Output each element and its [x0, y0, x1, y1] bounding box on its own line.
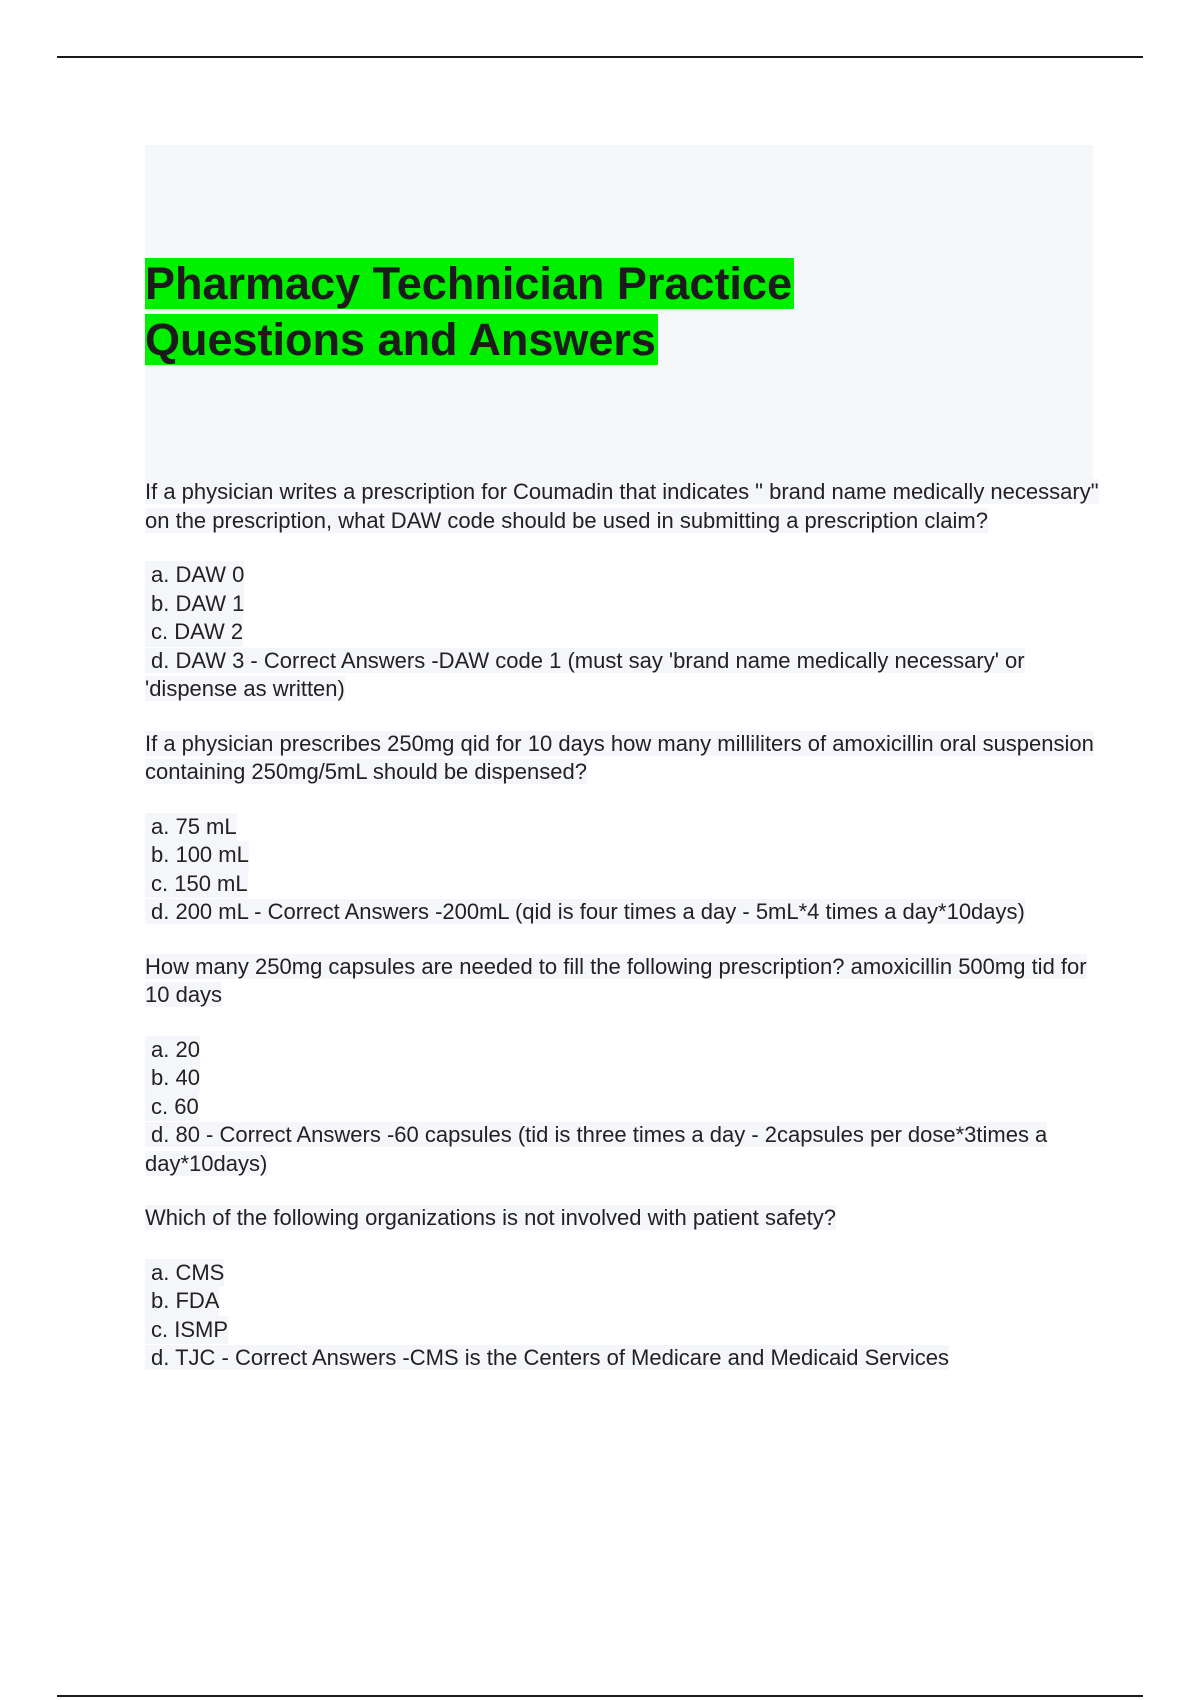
question-text: If a physician prescribes 250mg qid for 10 days how many milliliters of amoxicillin oral suspension containing 250mg/5mL should be dispensed?	[145, 730, 1094, 784]
questions-list	[145, 478, 1105, 1399]
question-text: How many 250mg capsules are needed to fill the following prescription? amoxicillin 500mg tid for 10 days	[145, 953, 1087, 1007]
question-1	[145, 478, 1105, 535]
option-c: c. 150 mL	[145, 870, 248, 899]
question-4	[145, 1204, 1105, 1233]
answer-options	[145, 561, 1105, 704]
option-c: c. ISMP	[145, 1316, 228, 1345]
answer-options	[145, 1036, 1105, 1179]
option-b: b. DAW 1	[145, 590, 244, 619]
option-b: b. FDA	[145, 1287, 219, 1316]
question-3	[145, 953, 1105, 1010]
option-a: a. 20	[145, 1036, 200, 1065]
bottom-rule	[57, 1695, 1143, 1697]
question-2	[145, 730, 1105, 787]
answer-options	[145, 813, 1105, 927]
option-c: c. DAW 2	[145, 618, 243, 647]
option-a: a. DAW 0	[145, 561, 244, 590]
option-d-answer: d. 200 mL - Correct Answers -200mL (qid is four times a day - 5mL*4 times a day*10days)	[145, 899, 1025, 924]
answer-options	[145, 1259, 1105, 1373]
option-a: a. 75 mL	[145, 813, 237, 842]
title-line-2: Questions and Answers	[145, 314, 656, 365]
top-rule	[57, 56, 1143, 58]
option-b: b. 100 mL	[145, 841, 249, 870]
question-text: Which of the following organizations is not involved with patient safety?	[145, 1205, 836, 1230]
document-title	[145, 256, 794, 368]
option-b: b. 40	[145, 1064, 200, 1093]
option-c: c. 60	[145, 1093, 199, 1122]
option-d-answer: d. DAW 3 - Correct Answers -DAW code 1 (must say 'brand name medically necessary' or 'dispense as written)	[145, 647, 1025, 701]
option-d-answer: d. TJC - Correct Answers -CMS is the Centers of Medicare and Medicaid Services	[145, 1345, 949, 1370]
question-text: If a physician writes a prescription for Coumadin that indicates " brand name medically necessary" on the prescription, what DAW code should be used in submitting a prescription claim?	[145, 479, 1099, 533]
title-line-1: Pharmacy Technician Practice	[145, 258, 792, 309]
option-d-answer: d. 80 - Correct Answers -60 capsules (tid is three times a day - 2capsules per dose*3times a day*10days)	[145, 1122, 1048, 1176]
option-a: a. CMS	[145, 1259, 224, 1288]
